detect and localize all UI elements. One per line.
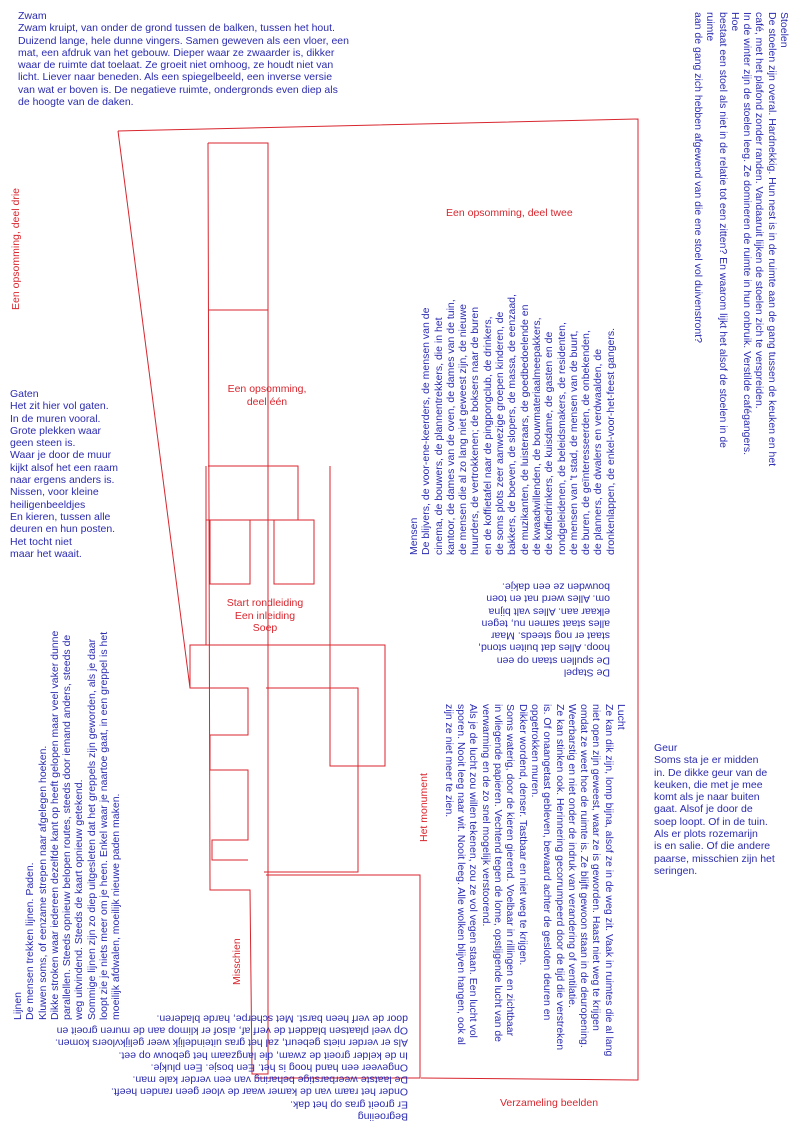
lucht-heading: Lucht: [615, 704, 627, 730]
zwam-heading: Zwam: [18, 10, 47, 22]
label-start: [210, 597, 320, 635]
gaten-block: [10, 388, 180, 560]
lijnen-block: [12, 560, 123, 1020]
lucht-text: Ze kan dik zijn, lomp bijna, alsof ze in de weg zit. Vaak in ruimtes die al lang niet open zijn geweest, waar ze is geworden. Haast niet weg te krijgen omdat ze weet hoe de ruimte is. Ze blijft gewoon staan in de deuropening. Weerbarstig en niet onder de indruk van verandering of ventilatie. Ze kan stinken ook. Herinnering gecorrumpeerd door de tijd die verstreken is. Of onaangetast gebleven, bewaard achter de gesloten deuren en opgetrokken muren. Dikker wordend, denser. Tastbaar en niet weg te krijgen. Soms waterig, door de kieren gierend. Voelbaar in rillingen en zichtbaar in vliegende papieren. Vechtend tegen de lome, opstijgende lucht van de verwarming en de zo snel mogelijk verstoorend. Als je de lucht zou willen tekenen, zou ze vol vegen staan. Een lucht vol sporen. Nooit leeg naar wit. Nooit leeg. Alle wolken blijven hangen, ook al zijn ze niet meer te zien.: [442, 704, 615, 1057]
label-start-line1: Start rondleiding: [226, 597, 304, 609]
mensen-heading: Mensen: [408, 517, 420, 555]
stoelen-heading: Stoelen: [778, 12, 790, 48]
label-opsomming-twee: Een opsomming, deel twee: [446, 207, 573, 219]
gaten-heading: Gaten: [10, 388, 39, 400]
label-start-line3: Soep: [252, 622, 278, 634]
lijnen-text: De mensen trekken lijnen. Paden. Kluwen soms, of eenzame strepen naar afgelegen hoeken. Dikke stroken waar iedereen dezelfde kant op heeft gelopen maar veel vaker dunne parallellen. Steeds opnieuw belopen routes, steeds door iemand anders, steeds de weg uitvindend. Steeds de kaart opnieuw getekend. Sommige lijnen zijn zo diep uitgesleten dat het greppels zijn geworden, als je daar loopt zie je niets meer om je heen. Enkel waar je naartoe gaat, in een greppel is het moeilijk afdwalen, moeilijk nieuwe paden maken.: [24, 630, 123, 1020]
label-opsomming-een: [222, 383, 312, 408]
label-start-line2: Een inleiding: [234, 609, 296, 622]
mensen-text: De blijvers, de voor-ene-keerders, de mensen van de cinema, de bouwers, de plannentrekkers, die in het kantoor, de dames van de oven, de dames van de tuin, de mensen die al zo lang niet geweest zijn, de nieuwe huurders, de vertrokkenen; de boksers naar de buren en de koffietafel naar de pingpongclub, de drinkers, de soms plots zeer aanwezige groepen kinderen, de bakkers, de boeven, de slopers, de massa, de eenzaad, de muzikanten, de luisteraars, de goedbedoelende en de kwaadwillenden, de bouwmateriaalmeepakkers, de koffiedrinkers, de kuisdame, de gasten en de rondgeleidenen, de beleidsmakers, de residenten, de mensen van 't stad, de mensen van de buurt, de buren, de geïnteresseerden, de onbekenden, de planners, de dwalers en verdwaalden, de dronkenlappen, de enkel-voor-het-feest gangers.: [420, 294, 617, 555]
lijnen-heading: Lijnen: [12, 991, 24, 1020]
label-opsomming-drie: Een opsomming, deel drie: [10, 188, 22, 310]
label-misschien: Misschien: [231, 938, 243, 985]
mensen-block: [408, 285, 617, 555]
geur-text: Soms sta je er midden in. De dikke geur van de keuken, die met je mee komt als je naar buiten gaat. Alsof je door de soep loopt. Of in de tuin. Als er plots rozemarijn is en salie. Of die andere paarse, misschien zijn het seringen.: [654, 754, 775, 877]
stoelen-block: [692, 12, 790, 472]
label-monument: Het monument: [418, 773, 430, 842]
geur-heading: Geur: [654, 742, 678, 754]
label-opsomming-een-line2: deel één: [246, 395, 288, 408]
geur-block: [654, 742, 794, 877]
begroeiing-block: [18, 1012, 408, 1123]
zwam-text: Zwam kruipt, van onder de grond tussen de balken, tussen het hout. Duizend lange, hele dunne vingers. Samen geweven als een vloer, een mat, een afdruk van het gebouw. Dieper waar ze zwaarder is, dikker waar de ruimte dat toelaat. Ze groeit niet omhoog, ze houdt niet van licht. Liever naar beneden. Als een spiegelbeeld, een inverse versie van wat er boven is. De negatieve ruimte, ondergronds even diep als de hoogte van de daken.: [18, 22, 349, 109]
gaten-text: Het zit hier vol gaten. In de muren vooral. Grote plekken waar geen steen is. Waar je door de muur kijkt alsof het een raam naar ergens anders is. Nissen, voor kleine heiligenbeeldjes En kieren, tussen alle deuren en hun posten. Het tocht niet maar het waait.: [10, 400, 118, 560]
label-verzameling: Verzameling beelden: [500, 1097, 599, 1109]
begroeiing-text: Er groeit gras op het dak. Onder het raam van de kamer waar de vloer geen randen heeft. De laatste weerbarstige beharing van een verder kale man. Ongeveer een hand hoog is het. Een bosje. Een plukje. In de kelder groeit de zwam, die langzaam het gebouw op eet. Als er verder niets gebeurt, zal het gras uiteindelijk weer gelijkvloers komen. Op veel plaatsen bladdert de verf af, alsof er klimop aan de muren groeit en door de verf heen barst. Met scherpe, harde bladeren.: [54, 1012, 408, 1111]
stapel-block: [470, 580, 610, 678]
label-opsomming-een-line1: Een opsomming,: [227, 383, 307, 395]
lucht-block: [443, 704, 627, 1084]
zwam-block: [18, 10, 418, 108]
stoelen-text: De stoelen zijn overal. Hardnekkig. Hun nest is in de ruimte aan de gang tussen de keuken en het café, met het plafond zonder randen. Vandaaruit lijken de stoelen zich te verspreiden. In de winter zijn de stoelen leeg. Ze domineren de ruimte in hun onbruik. Verstilde cafégangers. Hoe bestaat een stoel als niet in de relatie tot een zitten? En waarom lijkt het alsof de stoelen in de ruimte aan de gang zich hebben afgewend van die ene stoel vol duivenstront?: [691, 12, 778, 467]
begroeiing-heading: Begroeiing: [357, 1110, 408, 1123]
stapel-text: De spullen staan op een hoop. Alles dat buiten stond, staat er nog steeds. Maar alles staat samen nu, tegen elkaar aan. Alles valt bijna om. Alles werd nat en toen bouwden ze een dakje.: [478, 580, 610, 667]
stapel-heading: De Stapel: [563, 666, 610, 679]
